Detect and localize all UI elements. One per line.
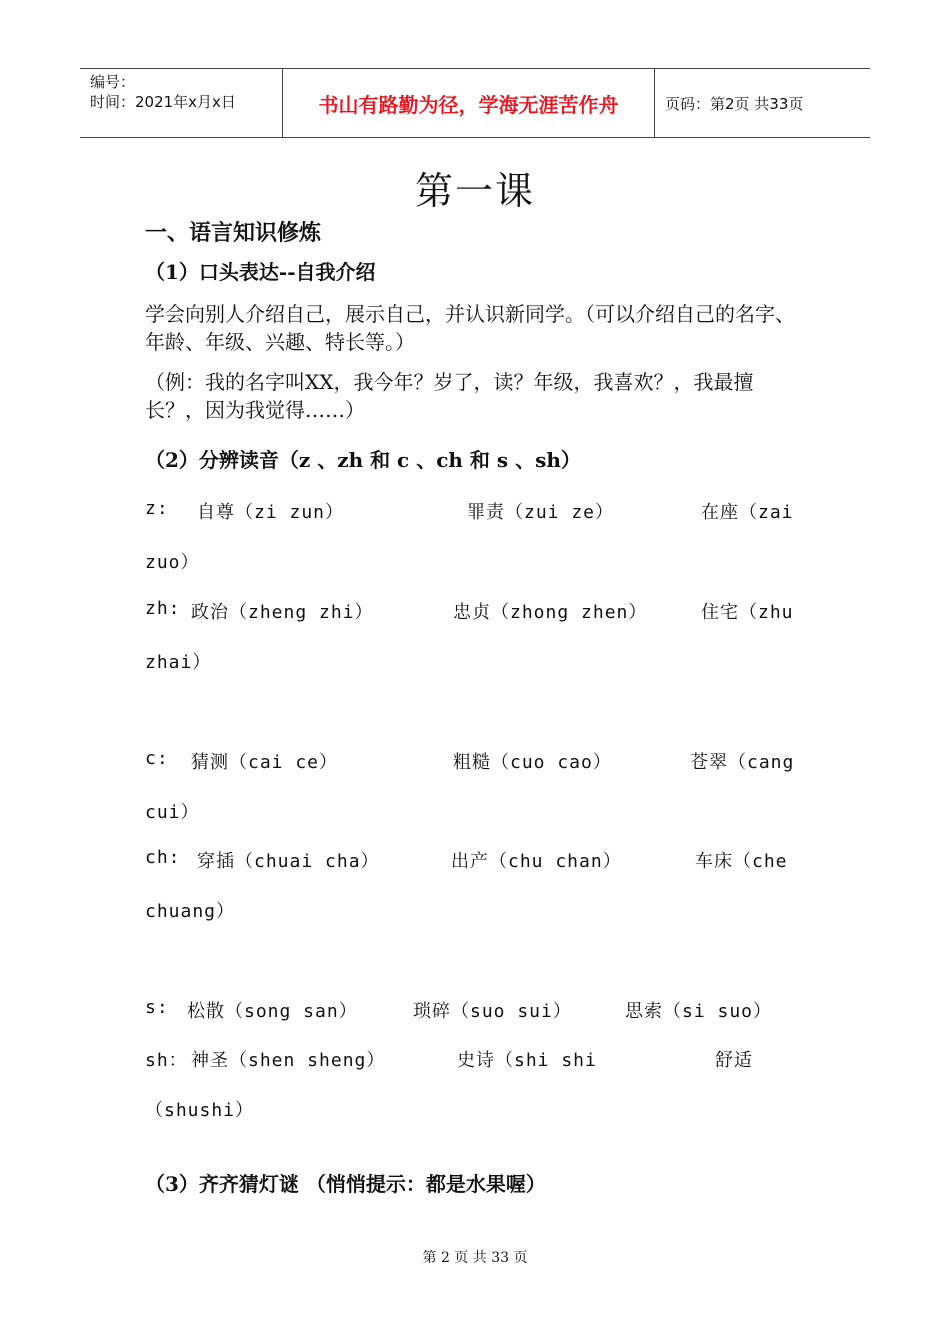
number-label: 编号：	[90, 73, 136, 91]
word-1: 穿插（chuai cha）	[197, 851, 380, 872]
word-3-cont: zhai）	[145, 652, 212, 673]
time-label: 时间：2021年x月x日	[90, 93, 236, 111]
subheading-1: （1）口头表达--自我介绍	[145, 260, 376, 284]
word-3-cont: zuo）	[145, 552, 200, 573]
paragraph-1: 学会向别人介绍自己，展示自己，并认识新同学。（可以介绍自己的名字、年龄、年级、兴趣、特长等。）	[145, 302, 795, 354]
word-3-cont: （shushi）	[145, 1100, 255, 1121]
header-page-info: 页码：第2页 共33页	[665, 94, 804, 113]
word-2: 琐碎（suo sui）	[413, 1001, 572, 1022]
row-label: s:	[145, 997, 169, 1018]
word-3-cont: chuang）	[145, 901, 236, 922]
word-1: 神圣（shen sheng）	[191, 1050, 386, 1071]
subheading-2: （2）分辨读音（z 、zh 和 c 、ch 和 s 、sh）	[145, 448, 581, 472]
row-label: z:	[145, 498, 169, 519]
header-motto: 书山有路勤为径，学海无涯苦作舟	[282, 69, 655, 137]
page-title: 第一课	[414, 169, 535, 213]
word-3-cont: cui）	[145, 802, 200, 823]
word-3: 在座（zai	[701, 502, 794, 523]
word-2: 忠贞（zhong zhen）	[453, 602, 648, 623]
word-3: 思索（si suo）	[625, 1001, 773, 1022]
word-2: 粗糙（cuo cao）	[453, 752, 612, 773]
word-1: 松散（song san）	[187, 1001, 358, 1022]
row-label: zh:	[145, 598, 181, 619]
word-1: 政治（zheng zhi）	[191, 602, 374, 623]
row-label: c:	[145, 748, 169, 769]
page-header	[80, 68, 870, 138]
paragraph-2: （例：我的名字叫XX，我今年？岁了，读？年级，我喜欢？，我最擅长？，因为我觉得……）	[145, 370, 754, 422]
section-heading: 一、语言知识修炼	[145, 220, 322, 246]
word-3: 苍翠（cang	[690, 752, 795, 773]
row-label: sh：	[145, 1050, 188, 1071]
word-3: 舒适	[715, 1050, 753, 1071]
word-3: 住宅（zhu	[701, 602, 794, 623]
word-2: 出产（chu chan）	[451, 851, 622, 872]
subheading-3: （3）齐齐猜灯谜 （悄悄提示：都是水果喔）	[145, 1172, 546, 1196]
word-2: 罪责（zui ze）	[467, 502, 615, 523]
header-meta	[80, 69, 282, 137]
page-footer: 第 2 页 共 33 页	[422, 1250, 528, 1266]
word-1: 猜测（cai ce）	[191, 752, 339, 773]
word-3: 车床（che	[695, 851, 788, 872]
word-2: 史诗（shi shi	[457, 1050, 597, 1071]
word-1: 自尊（zi zun）	[197, 502, 345, 523]
row-label: ch:	[145, 847, 181, 868]
